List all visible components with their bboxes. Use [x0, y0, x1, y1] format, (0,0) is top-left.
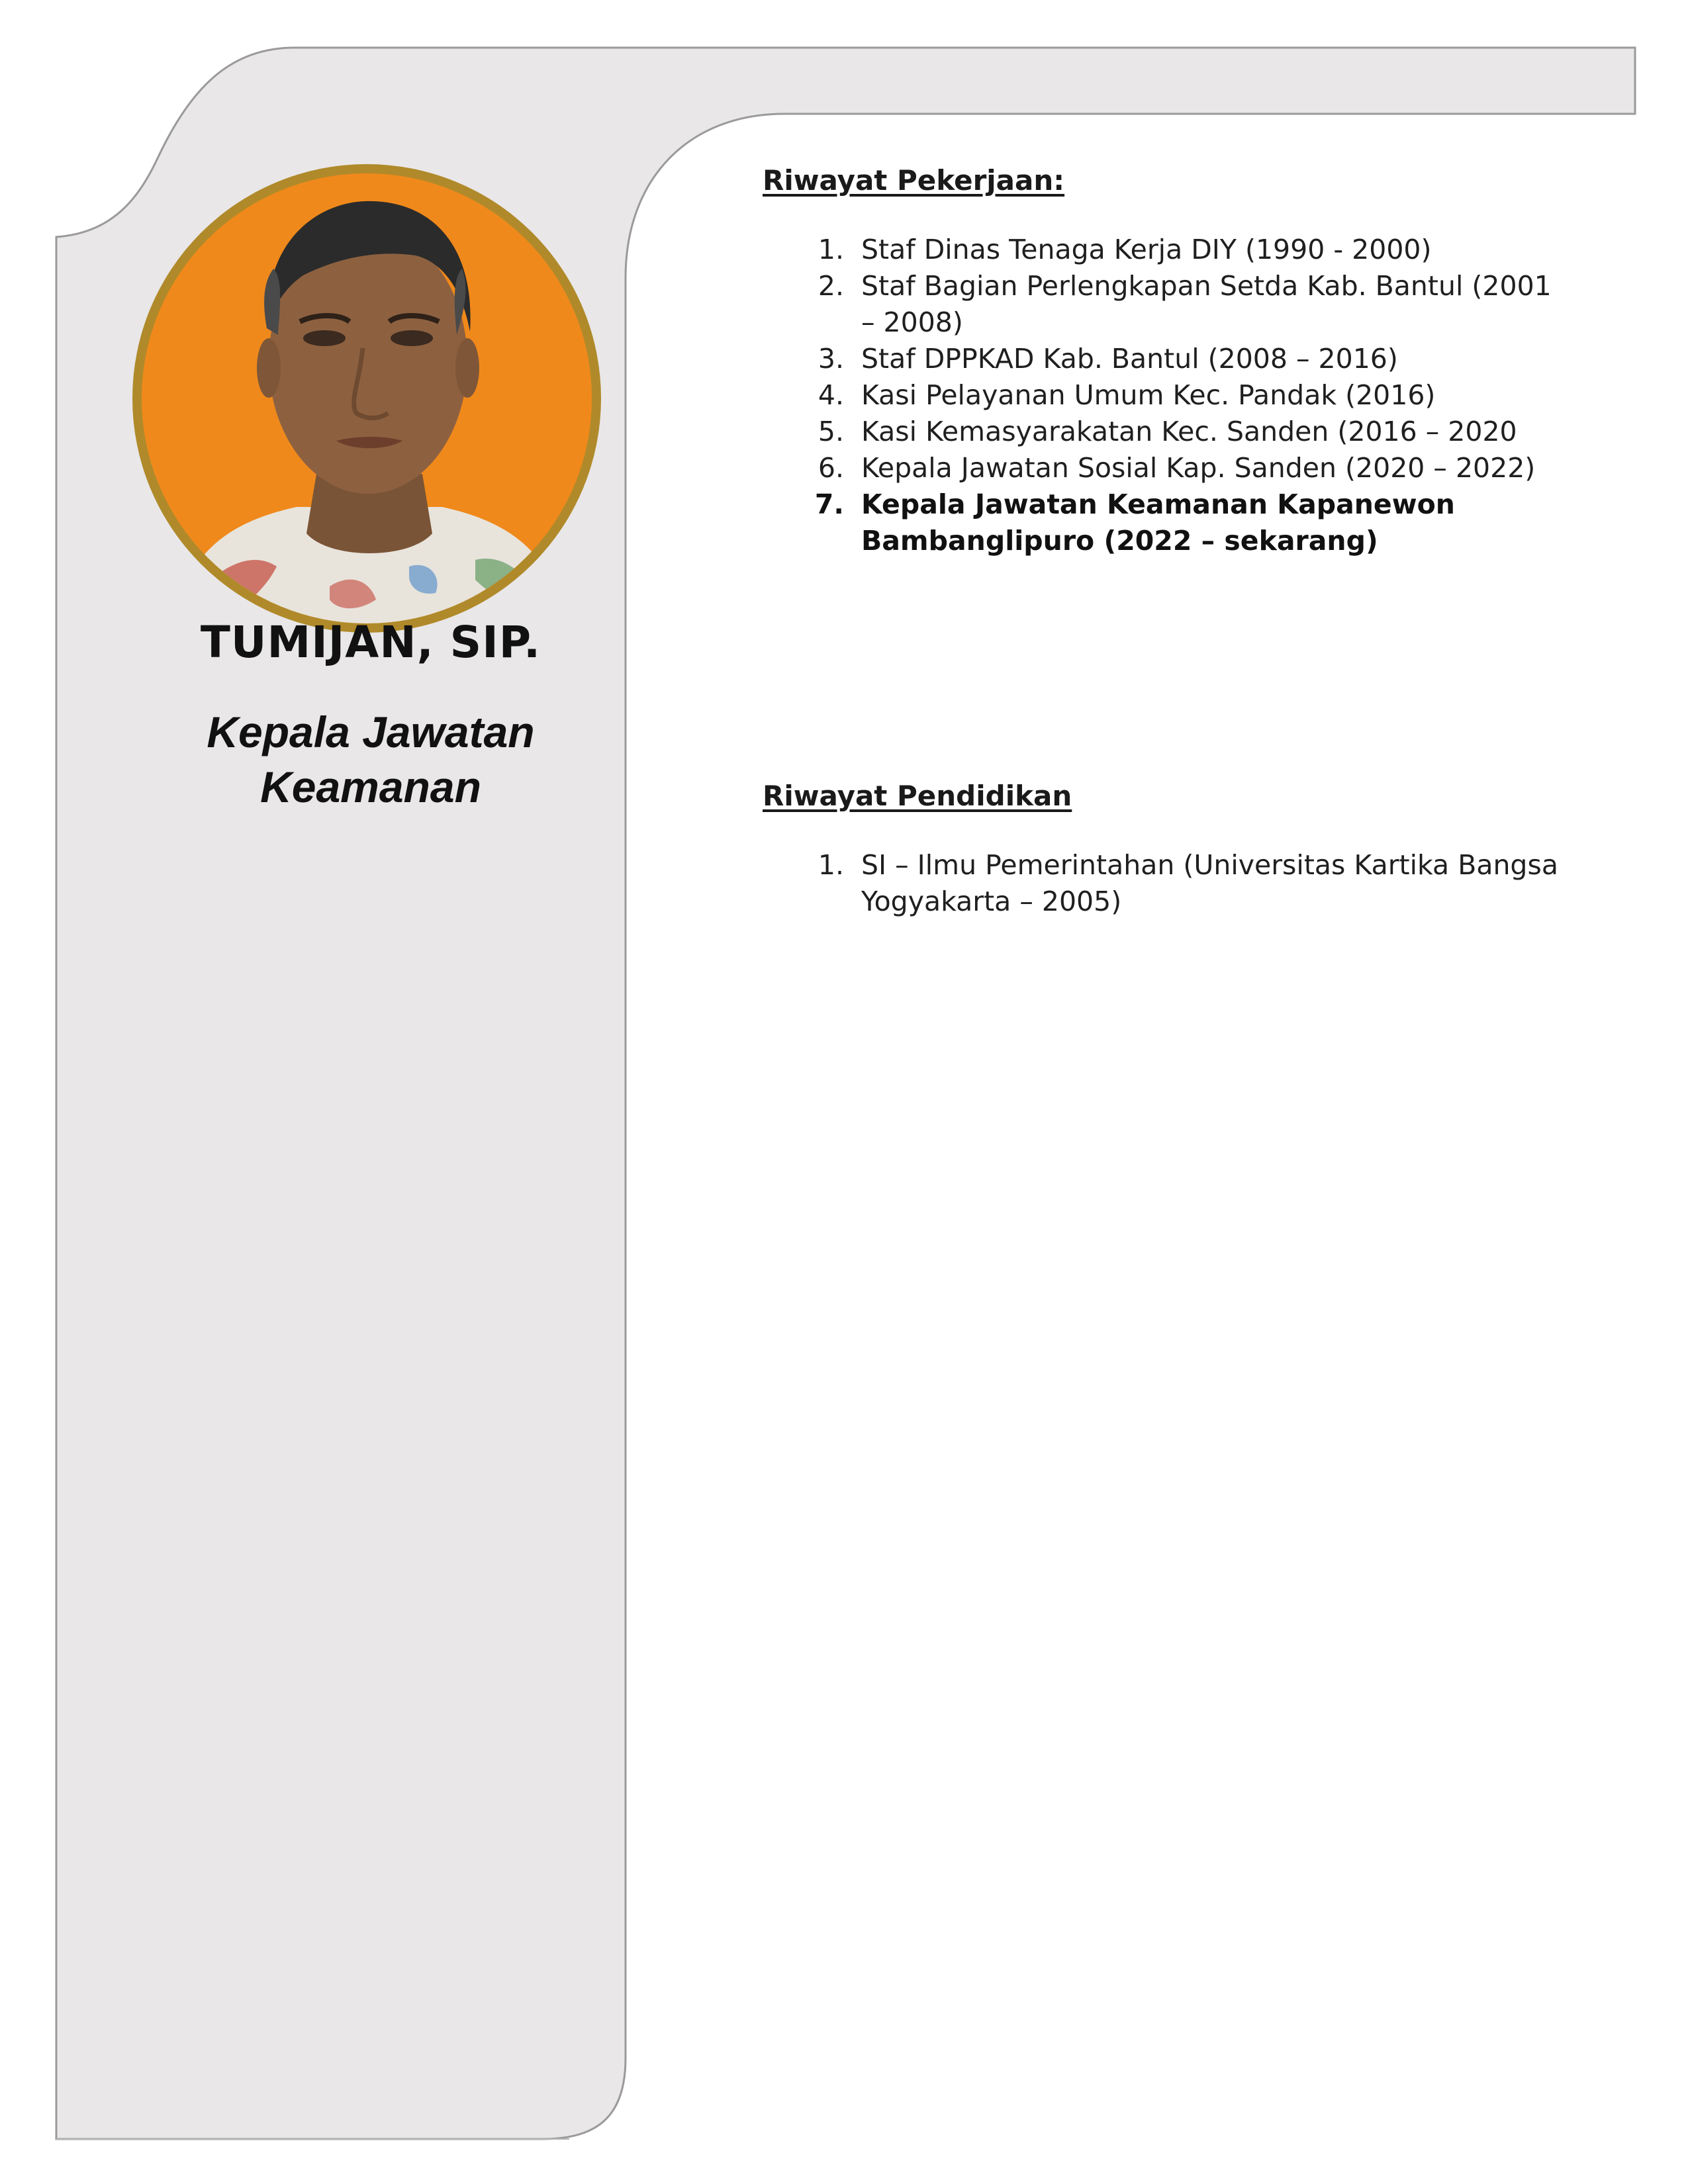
education-history-heading: Riwayat Pendidikan: [763, 780, 1072, 812]
item-text: Staf Dinas Tenaga Kerja DIY (1990 - 2000): [861, 234, 1432, 265]
work-history-list: [804, 232, 1566, 559]
item-number: 2.: [818, 270, 844, 302]
job-title-line-1: Kepala Jawatan: [207, 707, 535, 756]
item-text: Kasi Kemasyarakatan Kec. Sanden (2016 – 2020: [861, 416, 1517, 447]
work-history-heading: Riwayat Pekerjaan:: [763, 164, 1065, 197]
item-number: 4.: [818, 379, 844, 411]
work-history-item: [804, 232, 1566, 268]
job-title-line-2: Keamanan: [260, 762, 481, 812]
work-history-item: [804, 414, 1566, 450]
work-history-item: [804, 268, 1566, 341]
portrait-photo: [131, 163, 602, 634]
item-text: Kepala Jawatan Keamanan Kapanewon Bambanglipuro (2022 – sekarang): [861, 488, 1455, 557]
work-history-item-current: [804, 486, 1566, 559]
item-text: Staf Bagian Perlengkapan Setda Kab. Bantul (2001 – 2008): [861, 270, 1552, 338]
work-history-item: [804, 341, 1566, 377]
item-text: SI – Ilmu Pemerintahan (Universitas Kartika Bangsa Yogyakarta – 2005): [861, 849, 1558, 917]
person-name: TUMIJAN, SIP.: [200, 617, 541, 668]
item-text: Kepala Jawatan Sosial Kap. Sanden (2020 – 2022): [861, 452, 1536, 484]
work-history-item: [804, 450, 1566, 486]
item-number: 5.: [818, 416, 844, 447]
item-number: 6.: [818, 452, 844, 484]
item-text: Staf DPPKAD Kab. Bantul (2008 – 2016): [861, 343, 1398, 375]
person-job-title: [79, 705, 662, 815]
item-number: 1.: [818, 849, 844, 881]
education-history-item: [804, 847, 1566, 920]
item-number: 7.: [814, 488, 844, 520]
item-text: Kasi Pelayanan Umum Kec. Pandak (2016): [861, 379, 1436, 411]
item-number: 1.: [818, 234, 844, 265]
item-number: 3.: [818, 343, 844, 375]
work-history-item: [804, 377, 1566, 414]
education-history-list: [804, 847, 1566, 920]
